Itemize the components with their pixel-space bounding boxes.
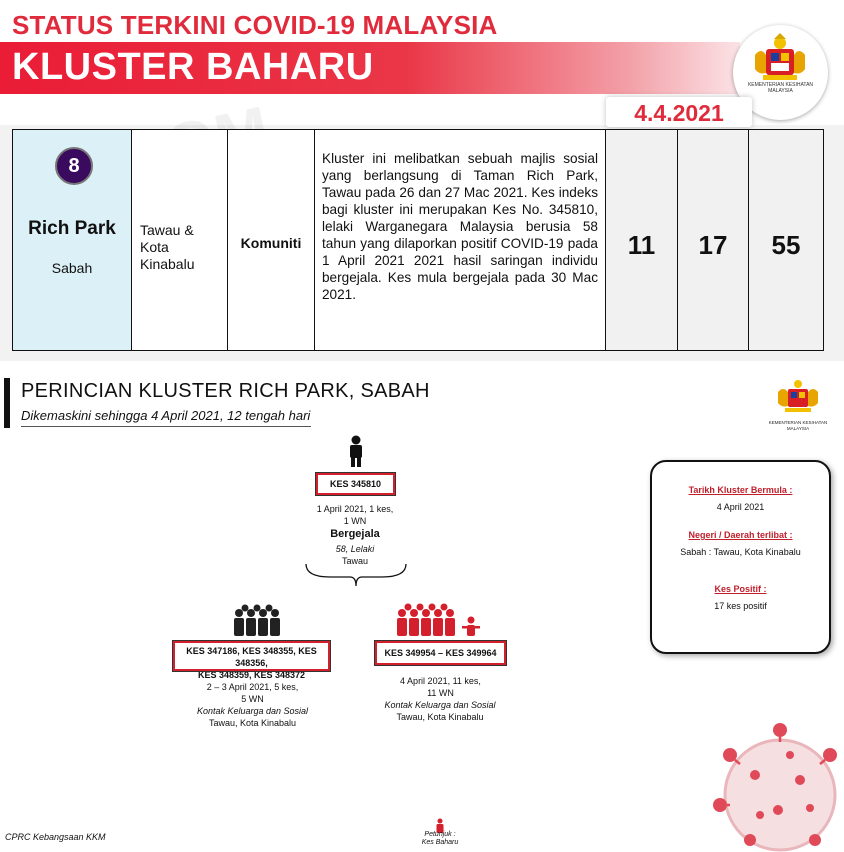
person-icon: [350, 436, 362, 468]
kkm-caption: KEMENTERIAN KESIHATAN MALAYSIA: [768, 420, 828, 431]
count-value-3: 55: [771, 230, 801, 260]
left-group-label-line2: KES 348359, KES 348372: [197, 670, 306, 680]
index-case-info-line2: 1 WN: [343, 516, 367, 526]
left-group-info-line1: 2 – 3 April 2021, 5 kes,: [206, 682, 299, 692]
cluster-number-badge: 8: [55, 147, 93, 185]
left-group-location: Tawau, Kota Kinabalu: [208, 718, 297, 728]
branch-brace: [306, 564, 406, 586]
index-case-symptom: Bergejala: [330, 528, 380, 540]
index-case-location: Tawau: [341, 556, 368, 566]
cluster-state: Sabah: [51, 260, 93, 276]
region-label: Negeri / Daerah terlibat :: [688, 530, 793, 540]
right-group-info-line1: 4 April 2021, 11 kes,: [400, 676, 481, 686]
cluster-description: Kluster ini melibatkan sebuah majlis sosial yang berlangsung di Taman Rich Park, Tawau pada 26 dan 27 Mac 2021. Kes indeks bagi kluster ini merupakan Kes No. 345810, lelaki Warganegara Malaysia berusia 58 tahun yang dilaporkan positif COVID-19 pada 1 April 2021 2021 hasil saringan individu bergejala. Kes mula bergejala pada 30 Mac 2021.: [322, 151, 598, 302]
left-group-case-box: [173, 641, 330, 680]
left-group-contact: Kontak Keluarga dan Sosial: [196, 706, 309, 716]
start-date-value: 4 April 2021: [716, 502, 765, 512]
right-group-location: Tawau, Kota Kinabalu: [396, 712, 484, 722]
cluster-category: Komuniti: [240, 235, 302, 251]
right-group-info: [378, 675, 503, 699]
left-group-label-line1: KES 347186, KES 348355, KES 348356,: [186, 646, 317, 668]
cluster-location: Tawau & Kota Kinabalu: [140, 222, 195, 272]
status-title: STATUS TERKINI COVID-19 MALAYSIA: [12, 10, 498, 40]
start-date-label: Tarikh Kluster Bermula :: [688, 485, 793, 495]
date-label: 4.4.2021: [634, 100, 724, 126]
subtitle-divider: [21, 426, 311, 427]
virus-icon: [690, 700, 844, 852]
legend-label: [420, 831, 460, 847]
left-group-info-line2: 5 WN: [241, 694, 264, 704]
count-value-2: 17: [698, 230, 728, 260]
right-group-case-box: KES 349954 – KES 349964: [375, 641, 506, 665]
positive-label: Kes Positif :: [714, 584, 767, 594]
right-group-info-line2: 11 WN: [427, 688, 454, 698]
left-group-info: [190, 681, 315, 705]
positive-value: 17 kes positif: [714, 601, 767, 611]
legend-new-case: Kes Baharu: [421, 839, 459, 846]
index-case-age-sex: 58, Lelaki: [335, 544, 375, 554]
kkm-logo-small: [770, 378, 826, 418]
cluster-name: Rich Park: [28, 218, 116, 239]
section-accent-bar: [4, 378, 10, 428]
page-title: KLUSTER BAHARU: [12, 46, 374, 88]
right-group-contact: Kontak Keluarga dan Sosial: [384, 700, 496, 710]
count-value-1: 11: [627, 230, 656, 260]
people-group-red-icon: [397, 604, 480, 637]
region-value: Sabah : Tawau, Kota Kinabalu: [680, 547, 801, 557]
legend-title: Petunjuk :: [424, 831, 456, 838]
logo-caption: KEMENTERIAN KESIHATAN MALAYSIA: [747, 82, 814, 94]
index-case-info-line1: 1 April 2021, 1 kes,: [316, 504, 394, 514]
index-case-info: [300, 503, 410, 527]
coat-of-arms-icon: [770, 378, 826, 418]
index-case-box: KES 345810: [316, 473, 395, 495]
section-subtitle: Dikemaskini sehingga 4 April 2021, 12 tengah hari: [21, 408, 311, 423]
section-title: PERINCIAN KLUSTER RICH PARK, SABAH: [21, 380, 430, 402]
people-group-icon: [234, 605, 280, 637]
footer-source: CPRC Kebangsaan KKM: [5, 832, 106, 842]
